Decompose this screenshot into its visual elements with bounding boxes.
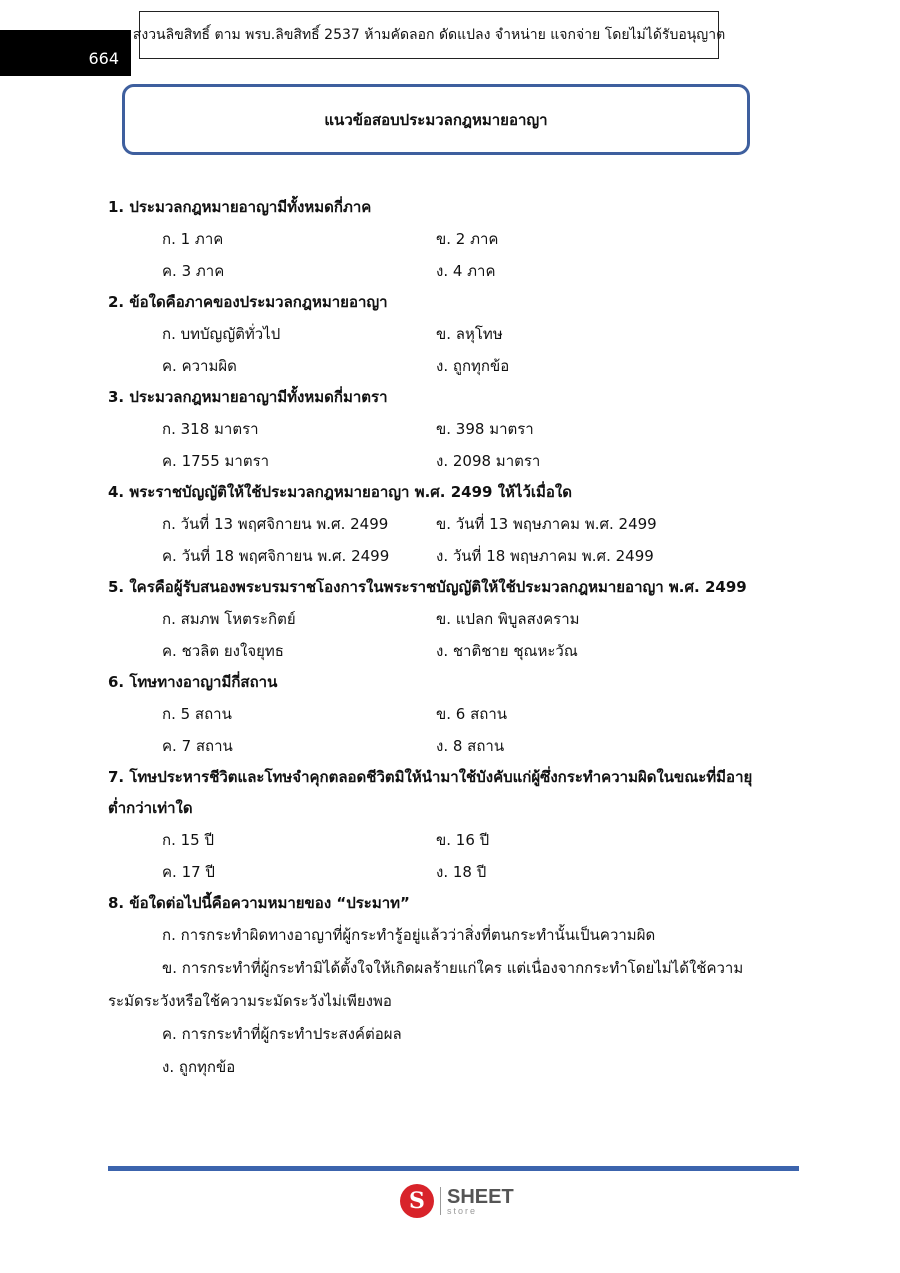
options-row [108,856,808,888]
options-row [108,223,808,255]
question-text: 8. ข้อใดต่อไปนี้คือความหมายของ “ประมาท” [108,894,410,912]
option-a: ก. 1 ภาค [162,230,224,248]
question-text: 6. โทษทางอาญามีกี่สถาน [108,673,278,691]
option-a: ก. วันที่ 13 พฤศจิกายน พ.ศ. 2499 [162,515,389,533]
question-text: 3. ประมวลกฎหมายอาญามีทั้งหมดกี่มาตรา [108,388,388,406]
question-text-continued: ต่ำกว่าเท่าใด [108,799,193,817]
question-8 [108,888,808,1084]
option-b-continued: ระมัดระวังหรือใช้ความระมัดระวังไม่เพียงพอ [108,992,392,1010]
option-a: ก. 5 สถาน [162,705,232,723]
options-row [108,540,808,572]
option-b: ข. การกระทำที่ผู้กระทำมิได้ตั้งใจให้เกิดผลร้ายแก่ใคร แต่เนื่องจากกระทำโดยไม่ได้ใช้ความ [162,959,744,977]
option-a: ก. สมภพ โหตระกิตย์ [162,610,296,628]
question-6 [108,667,808,762]
options-row [108,603,808,635]
question-1 [108,192,808,287]
question-text: 5. ใครคือผู้รับสนองพระบรมราชโองการในพระราชบัญญัติให้ใช้ประมวลกฎหมายอาญา พ.ศ. 2499 [108,578,747,596]
options-row [108,350,808,382]
option-b: ข. แปลก พิบูลสงคราม [436,610,580,628]
option-c: ค. 3 ภาค [162,262,225,280]
footer-divider [108,1166,799,1171]
options-row [108,413,808,445]
option-a: ก. บทบัญญัติทั่วไป [162,325,281,343]
option-c: ค. 7 สถาน [162,737,233,755]
options-row [108,698,808,730]
options-row [108,730,808,762]
question-2 [108,287,808,382]
question-text: 1. ประมวลกฎหมายอาญามีทั้งหมดกี่ภาค [108,198,372,216]
option-d: ง. ถูกทุกข้อ [162,1058,236,1076]
page-number: 664 [0,30,131,76]
option-a: ก. 15 ปี [162,831,214,849]
question-list [108,192,808,1084]
logo-text [447,1187,514,1216]
option-b: ข. ลหุโทษ [436,325,503,343]
copyright-notice: สงวนลิขสิทธิ์ ตาม พรบ.ลิขสิทธิ์ 2537 ห้ามคัดลอก ดัดแปลง จำหน่าย แจกจ่าย โดยไม่ได้รับอนุญาต [139,11,719,59]
option-c: ค. วันที่ 18 พฤศจิกายน พ.ศ. 2499 [162,547,390,565]
options-row [108,445,808,477]
option-c: ค. ชวลิต ยงใจยุทธ [162,642,284,660]
option-c: ค. การกระทำที่ผู้กระทำประสงค์ต่อผล [162,1025,402,1043]
option-d: ง. ชาติชาย ชุณหะวัณ [436,642,578,660]
option-d: ง. วันที่ 18 พฤษภาคม พ.ศ. 2499 [436,547,654,565]
options-row [108,635,808,667]
logo-sub-text: store [447,1205,478,1216]
question-3 [108,382,808,477]
option-b: ข. 16 ปี [436,831,490,849]
question-4 [108,477,808,572]
option-a: ก. 318 มาตรา [162,420,259,438]
question-7 [108,762,808,888]
options-row [108,255,808,287]
option-b: ข. 2 ภาค [436,230,499,248]
sheet-store-logo [400,1183,514,1219]
option-c: ค. 1755 มาตรา [162,452,270,470]
option-b: ข. วันที่ 13 พฤษภาคม พ.ศ. 2499 [436,515,657,533]
sheet-store-logo-icon: S [400,1184,434,1218]
page-title: แนวข้อสอบประมวลกฎหมายอาญา [122,84,750,155]
option-a: ก. การกระทำผิดทางอาญาที่ผู้กระทำรู้อยู่แล้วว่าสิ่งที่ตนกระทำนั้นเป็นความผิด [162,926,656,944]
options-row [108,318,808,350]
option-b: ข. 6 สถาน [436,705,508,723]
question-text: 4. พระราชบัญญัติให้ใช้ประมวลกฎหมายอาญา พ.ศ. 2499 ให้ไว้เมื่อใด [108,483,572,501]
option-d: ง. 18 ปี [436,863,487,881]
logo-separator [440,1187,441,1215]
logo-main-text: SHEET [447,1185,514,1208]
options-row [108,508,808,540]
options-row [108,824,808,856]
question-text: 2. ข้อใดคือภาคของประมวลกฎหมายอาญา [108,293,388,311]
question-5 [108,572,808,667]
question-text: 7. โทษประหารชีวิตและโทษจำคุกตลอดชีวิตมิให้นำมาใช้บังคับแก่ผู้ซึ่งกระทำความผิดในขณะที่มีอายุ [108,768,753,786]
option-d: ง. ถูกทุกข้อ [436,357,510,375]
option-d: ง. 2098 มาตรา [436,452,541,470]
option-c: ค. 17 ปี [162,863,215,881]
option-c: ค. ความผิด [162,357,237,375]
option-b: ข. 398 มาตรา [436,420,534,438]
option-d: ง. 4 ภาค [436,262,496,280]
option-d: ง. 8 สถาน [436,737,505,755]
